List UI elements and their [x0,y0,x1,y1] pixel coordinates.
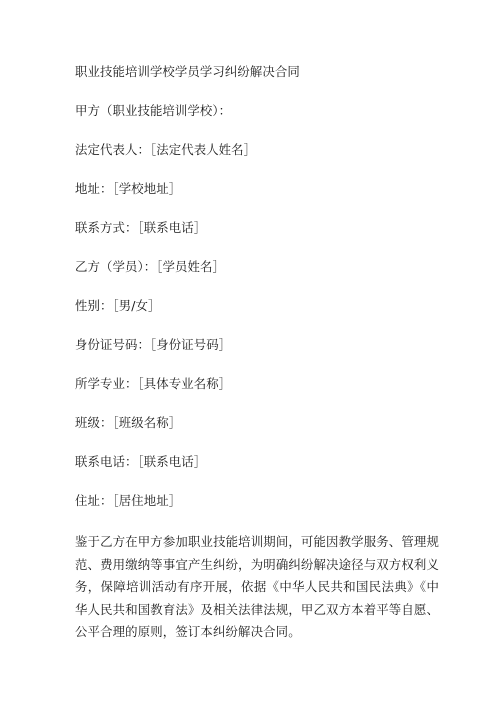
student-phone-field: 联系电话：［联系电话］ [75,454,207,469]
id-number-field: 身份证号码：［身份证号码］ [75,337,232,352]
residence-field: 住址：［居住地址］ [75,493,182,508]
major-field: 所学专业：［具体专业名称］ [75,376,232,391]
gender-field: 性别：［男/女］ [75,298,161,313]
contract-title: 职业技能培训学校学员学习纠纷解决合同 [75,64,300,79]
party-b-heading: 乙方（学员）：［学员姓名］ [75,259,225,274]
contract-body [75,63,439,644]
class-field: 班级：［班级名称］ [75,415,182,430]
legal-representative-field: 法定代表人：［法定代表人姓名］ [75,142,257,157]
party-a-heading: 甲方（职业技能培训学校）： [75,103,232,118]
school-contact-field: 联系方式：［联系电话］ [75,220,207,235]
preamble-paragraph: 鉴于乙方在甲方参加职业技能培训期间，可能因教学服务、管理规范、费用缴纳等事宜产生纠纷，为明确纠纷解决途径与双方权利义务，保障培训活动有序开展，依据《中华人民共和国民法典》《中华人民共和国教育法》及相关法律法规，甲乙双方本着平等自愿、公平合理的原则，签订本纠纷解决合同。 [75,534,439,640]
school-address-field: 地址：［学校地址］ [75,181,182,196]
